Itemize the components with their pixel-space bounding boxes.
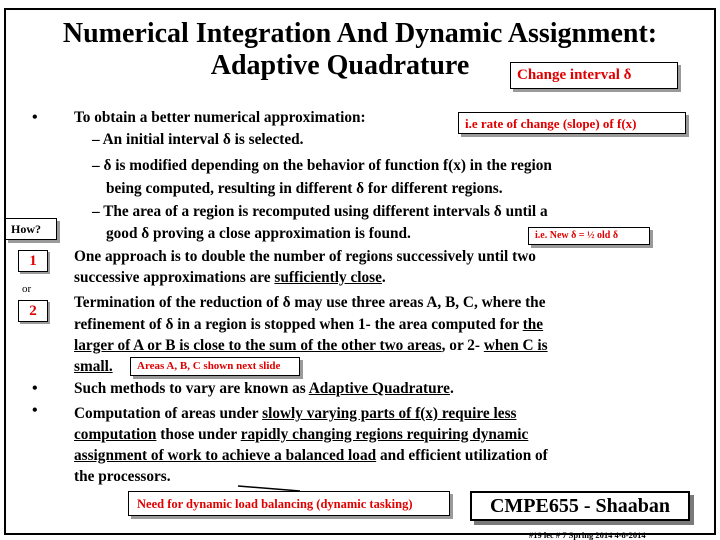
bullet-3-line-1: Such methods to vary are known as Adaptive Quadrature. [74,380,454,397]
title-line-1: Numerical Integration And Dynamic Assignment: [62,18,658,49]
bullet-dot: • [32,380,38,397]
bullet-4-line-3: assignment of work to achieve a balanced load and efficient utilization of [74,447,548,464]
bullet-2-line-4: refinement of δ in a region is stopped when 1- the area computed for the [74,316,544,333]
marker-two: 2 [18,300,48,322]
sub-bullet-3-line-1: – The area of a region is recomputed using different intervals δ until a [92,203,548,220]
change-interval-callout: Change interval δ [510,62,678,89]
rate-of-change-callout: i.e rate of change (slope) of f(x) [458,112,686,134]
sub-bullet-3-line-2: good δ proving a close approximation is found. [106,225,411,242]
bullet-2-line-3: Termination of the reduction of δ may use three areas A, B, C, where the [74,294,546,311]
sub-bullet-2-line-2: being computed, resulting in different δ for different regions. [106,180,503,197]
bullet-dot: • [32,402,38,419]
bullet-2-line-2: successive approximations are sufficiently close. [74,269,386,286]
areas-next-slide-callout: Areas A, B, C shown next slide [130,357,300,376]
bullet-2-line-6: small. [74,358,113,375]
bullet-2-line-5: larger of A or B is close to the sum of the other two areas, or 2- when C is [74,337,548,354]
course-label: CMPE655 - Shaaban [470,491,690,521]
slide-footer: #19 lec # 7 Spring 2014 4-8-2014 [529,530,646,540]
dynamic-load-balancing-callout: Need for dynamic load balancing (dynamic tasking) [128,491,450,516]
marker-or: or [22,283,32,295]
title-line-2: Adaptive Quadrature [210,50,470,81]
new-delta-callout: i.e. New δ = ½ old δ [528,227,650,245]
bullet-4-line-1: Computation of areas under slowly varying parts of f(x) require less [74,405,517,422]
bullet-1-line-1: To obtain a better numerical approximation: [74,109,366,126]
sub-bullet-2-line-1: – δ is modified depending on the behavior of function f(x) in the region [92,157,552,174]
sub-bullet-1: – An initial interval δ is selected. [92,131,304,148]
bullet-dot: • [32,109,38,126]
bullet-2-line-1: One approach is to double the number of regions successively until two [74,248,536,265]
marker-one: 1 [18,250,48,272]
how-callout: How? [5,218,57,240]
bullet-4-line-2: computation those under rapidly changing regions requiring dynamic [74,426,529,443]
bullet-4-line-4: the processors. [74,468,171,485]
